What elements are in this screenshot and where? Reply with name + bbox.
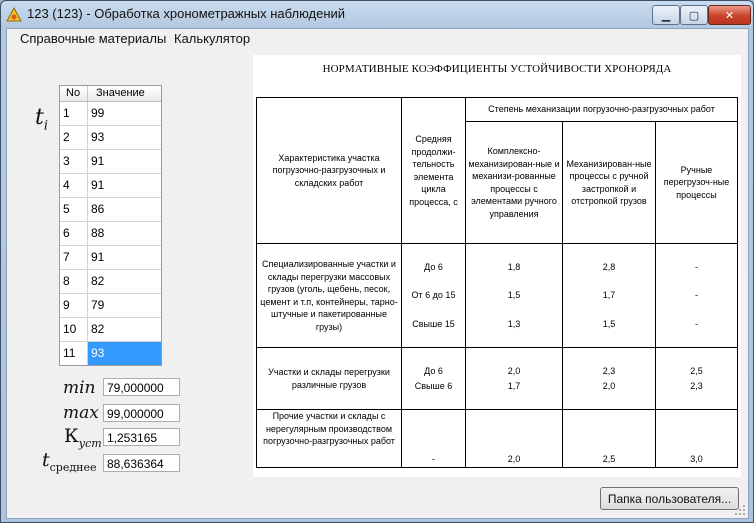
norm-row: [257, 410, 738, 468]
row-number-cell[interactable]: 8: [60, 270, 88, 293]
row-value: 2,0: [507, 454, 521, 464]
row-value: Свыше 6: [414, 381, 453, 391]
row-value: -: [695, 319, 698, 329]
row-description: Специализированные участки и склады перегрузки массовых грузов (уголь, щебень, песок, цемент и т.п, контейнеры, тарно-штучные и пакетированные грузы): [257, 244, 402, 348]
min-label: min: [63, 378, 96, 398]
row-value: 1,5: [507, 290, 521, 301]
row-value: 2,5: [602, 454, 616, 464]
table-row[interactable]: [60, 102, 161, 126]
table-row[interactable]: [60, 270, 161, 294]
menu-bar: [7, 29, 748, 49]
row-value: -: [432, 454, 435, 464]
row-c2-cell: [563, 348, 656, 410]
header-mechanized: Механизирован-ные процессы с ручной застропкой и отстропкой грузов: [563, 122, 656, 244]
row-value: 2,3: [690, 381, 703, 391]
resize-grip-icon[interactable]: [734, 504, 746, 516]
value-cell[interactable]: 88: [91, 226, 105, 240]
row-description: Прочие участки и склады с нерегулярным производством погрузочно-разгрузочных работ: [257, 410, 402, 468]
grid-header: [60, 86, 161, 102]
row-value: -: [695, 290, 698, 301]
doc-title: НОРМАТИВНЫЕ КОЭФФИЦИЕНТЫ УСТОЙЧИВОСТИ ХРОНОРЯДА: [322, 63, 672, 75]
reference-panel: [253, 55, 741, 477]
row-value: Свыше 15: [412, 319, 455, 329]
column-header-no[interactable]: No: [60, 86, 88, 101]
value-cell[interactable]: 82: [91, 274, 105, 288]
ti-label: $t_i$: [35, 105, 49, 134]
header-duration: Средняя продолжи-тельность элемента цикла процесса, с: [402, 98, 466, 244]
row-number-cell[interactable]: 5: [60, 198, 88, 221]
column-header-value[interactable]: Значение: [96, 87, 145, 99]
row-c3-cell: [656, 244, 738, 348]
row-value: 1,7: [602, 290, 616, 301]
row-value: -: [695, 261, 698, 272]
row-value: До 6: [424, 365, 443, 376]
minimize-icon: ▁: [661, 8, 671, 22]
row-number-cell[interactable]: 6: [60, 222, 88, 245]
maximize-icon: ▢: [688, 8, 700, 22]
table-row[interactable]: [60, 318, 161, 342]
norm-row: [257, 348, 738, 410]
row-c1-cell: [466, 244, 563, 348]
row-value: 2,8: [602, 261, 616, 272]
row-number-cell[interactable]: 1: [60, 102, 88, 125]
value-cell[interactable]: 79: [91, 298, 105, 312]
max-field[interactable]: 99,000000: [103, 404, 180, 422]
row-value: 2,0: [507, 365, 521, 376]
title-bar[interactable]: [1, 1, 753, 28]
tavg-label: $t_{среднее}$: [42, 449, 97, 474]
row-c3-cell: [656, 410, 738, 468]
row-duration-cell: [402, 244, 466, 348]
max-label: max: [63, 403, 99, 423]
table-row[interactable]: [60, 342, 161, 365]
tavg-field[interactable]: 88,636364: [103, 454, 180, 472]
menu-calculator[interactable]: Калькулятор: [174, 31, 251, 46]
app-icon: [6, 7, 22, 22]
minimize-button[interactable]: [652, 5, 680, 25]
close-button[interactable]: [708, 5, 751, 25]
table-row[interactable]: [60, 150, 161, 174]
row-value: 1,7: [507, 381, 521, 391]
row-value: 2,3: [602, 365, 616, 376]
table-row[interactable]: [60, 126, 161, 150]
table-row[interactable]: [60, 198, 161, 222]
min-field[interactable]: 79,000000: [103, 378, 180, 396]
header-characteristic: Характеристика участка погрузочно-разгрузочных и складских работ: [257, 98, 402, 244]
row-value: 3,0: [690, 454, 703, 464]
row-value: 2,0: [602, 381, 616, 391]
value-cell[interactable]: 93: [91, 130, 105, 144]
header-complex: Комплексно-механизирован-ные и механизи-рованные процессы с элементами ручного управления: [466, 122, 563, 244]
row-value: 2,5: [690, 365, 703, 376]
row-value: 1,5: [602, 319, 616, 329]
row-c3-cell: [656, 348, 738, 410]
row-c2-cell: [563, 244, 656, 348]
maximize-button[interactable]: [680, 5, 708, 25]
value-cell[interactable]: 91: [91, 178, 105, 192]
row-duration-cell: [402, 410, 466, 468]
row-value: 1,3: [507, 319, 521, 329]
value-cell[interactable]: 82: [91, 322, 105, 336]
kust-field[interactable]: 1,253165: [103, 428, 180, 446]
header-mechanization: Степень механизации погрузочно-разгрузочных работ: [466, 98, 738, 122]
window-title: 123 (123) - Обработка хронометражных наблюдений: [27, 6, 346, 21]
norm-table: [256, 97, 738, 468]
row-c1-cell: [466, 348, 563, 410]
row-number-cell[interactable]: 9: [60, 294, 88, 317]
observations-grid[interactable]: [59, 85, 162, 366]
value-cell[interactable]: 91: [91, 250, 105, 264]
client-area: [6, 28, 749, 519]
row-number-cell[interactable]: 2: [60, 126, 88, 149]
header-manual: Ручные перегрузоч-ные процессы: [656, 122, 738, 244]
kust-label: $К_{уст}$: [64, 425, 102, 450]
row-value: 1,8: [507, 261, 521, 272]
row-c1-cell: [466, 410, 563, 468]
table-row[interactable]: [60, 294, 161, 318]
table-row[interactable]: [60, 222, 161, 246]
row-number-cell[interactable]: 10: [60, 318, 88, 341]
row-duration-cell: [402, 348, 466, 410]
row-number-cell[interactable]: 4: [60, 174, 88, 197]
value-cell[interactable]: 99: [91, 106, 105, 120]
row-value: До 6: [424, 261, 443, 272]
row-c2-cell: [563, 410, 656, 468]
value-cell[interactable]: 93: [88, 342, 161, 365]
value-cell[interactable]: 91: [91, 154, 105, 168]
norm-row: [257, 244, 738, 348]
close-icon: ✕: [724, 8, 735, 22]
row-number-cell[interactable]: 7: [60, 246, 88, 269]
row-number-cell[interactable]: 11: [60, 342, 88, 365]
table-row[interactable]: [60, 174, 161, 198]
row-value: От 6 до 15: [411, 290, 456, 301]
row-number-cell[interactable]: 3: [60, 150, 88, 173]
user-folder-button[interactable]: Папка пользователя...: [600, 487, 739, 510]
value-cell[interactable]: 86: [91, 202, 105, 216]
table-row[interactable]: [60, 246, 161, 270]
menu-reference-materials[interactable]: Справочные материалы: [20, 31, 167, 46]
row-description: Участки и склады перегрузки различные грузов: [257, 348, 402, 410]
